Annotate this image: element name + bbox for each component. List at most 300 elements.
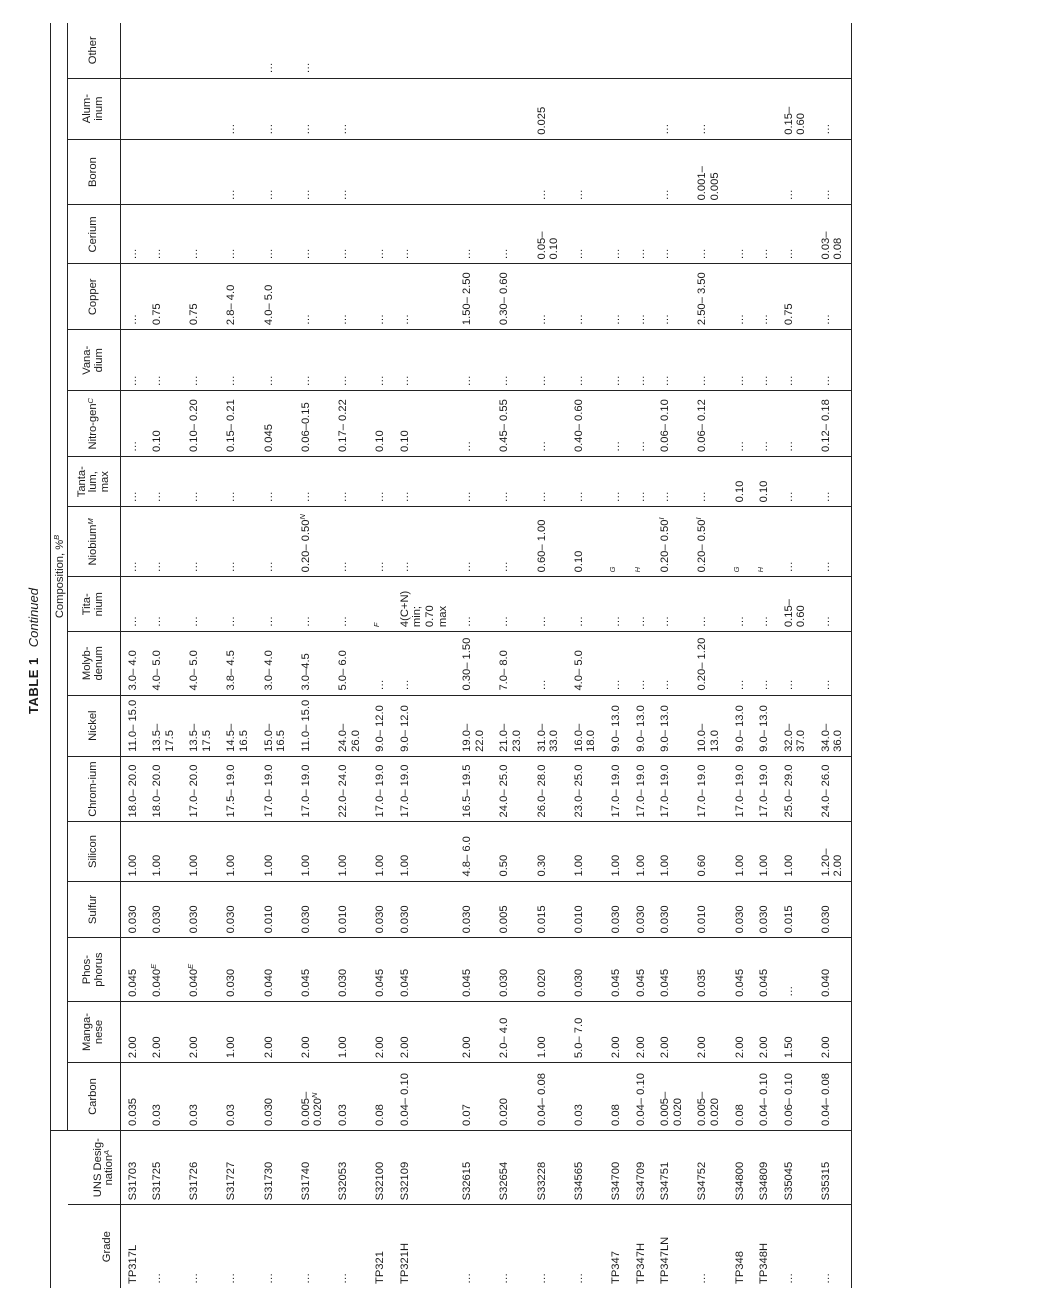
table-cell [690,23,727,78]
table-cell: 0.030 [145,881,182,938]
table-cell [604,78,629,139]
table-cell: 2.00 [690,1001,727,1062]
table-cell: 0.20– $0.50^I$ [653,507,690,577]
table-row [492,23,529,1288]
table-cell: 2.00 [604,1001,629,1062]
table-cell [777,23,814,78]
table-cell: … [498,1270,511,1284]
table-cell: 2.00 [728,1001,753,1062]
table-cell: 17.0– 19.0 [604,756,629,822]
table-cell: 17.0– 19.0 [690,756,727,822]
table-cell: 11.0– 15.0 [294,695,331,756]
table-cell: … [629,264,654,330]
table-cell: 0.005– 0.020 [653,1063,690,1131]
table-cell [728,78,753,139]
table-cell: … [728,330,753,391]
table-cell: 0.001– 0.005 [690,139,727,205]
table-cell: 0.030 [393,881,455,938]
table-cell: … [294,457,331,507]
table-cell: 4.0– 5.0 [145,632,182,695]
column-header: Alum-inum [68,78,121,139]
table-cell: … [182,330,219,391]
table-cell: 0.75 [182,264,219,330]
table-cell: … [257,457,294,507]
table-cell: 0.06– 0.10 [653,391,690,457]
table-cell: 0.10 [752,457,777,507]
composition-header: Composition, %$^B$ [51,23,68,1130]
table-cell: S31725 [145,1130,182,1204]
table-cell: 0.030 [368,881,393,938]
table-cell: G [728,507,753,577]
table-cell: … [225,1270,238,1284]
table-row [331,23,368,1288]
table-cell: … [368,507,393,577]
table-cell: 0.045 [368,938,393,1001]
table-cell: S33228 [530,1130,567,1204]
table-cell [604,139,629,205]
table-cell: 0.040 [257,938,294,1001]
table-cell: … [777,139,814,205]
column-header: Copper [68,264,121,330]
table-cell: … [777,457,814,507]
table-cell: 32.0– 37.0 [777,695,814,756]
table-cell: … [567,205,604,264]
table-cell: … [777,938,814,1001]
table-cell: … [455,205,492,264]
table-cell: … [728,264,753,330]
table-cell: 15.0– 16.5 [257,695,294,756]
table-cell: … [120,457,145,507]
column-header: Tanta-lum, max [68,457,121,507]
table-cell: … [294,577,331,632]
table-cell: 0.15– 0.60 [777,78,814,139]
table-cell: 0.03 [567,1063,604,1131]
table-cell: … [814,139,852,205]
table-cell: 2.00 [145,1001,182,1062]
table-cell: 0.030 [331,938,368,1001]
table-cell: 2.00 [455,1001,492,1062]
table-cell: … [455,391,492,457]
table-cell [752,23,777,78]
table-cell: 22.0– 24.0 [331,756,368,822]
table-cell: … [393,507,455,577]
table-cell: 23.0– 25.0 [567,756,604,822]
table-cell: … [219,577,256,632]
table-cell: 0.06– 0.10 [777,1063,814,1131]
table-cell: … [182,205,219,264]
table-cell: … [219,507,256,577]
table-cell: 0.045 [393,938,455,1001]
table-cell: … [151,1270,164,1284]
column-header: Carbon [68,1063,121,1131]
table-cell: … [331,205,368,264]
table-cell: 0.045 [629,938,654,1001]
table-cell: TP348H [758,1242,771,1284]
table-cell: 0.04– 0.08 [814,1063,852,1131]
table-cell: 1.00 [331,1001,368,1062]
table-cell: … [752,330,777,391]
table-cell: 0.15– 0.21 [219,391,256,457]
table-cell: … [629,330,654,391]
table-cell: … [752,577,777,632]
table-cell: 0.40– 0.60 [567,391,604,457]
column-header: Silicon [68,822,121,881]
table-cell: 17.0– 19.0 [653,756,690,822]
column-header: UNS Desig-nation$^A$ [68,1130,121,1204]
table-cell: 2.0– 4.0 [492,1001,529,1062]
table-cell: 0.030 [492,938,529,1001]
table-cell: … [690,330,727,391]
table-cell: 24.0– 26.0 [331,695,368,756]
table-cell [752,139,777,205]
table-cell: … [530,457,567,507]
table-cell: 0.03 [331,1063,368,1131]
table-cell: … [690,205,727,264]
table-cell [567,23,604,78]
table-cell: … [530,632,567,695]
table-cell: 3.8– 4.5 [219,632,256,695]
table-row [182,23,219,1288]
table-cell: … [814,457,852,507]
table-cell: 13.5– 17.5 [145,695,182,756]
table-cell: … [814,264,852,330]
table-cell: 34.0– 36.0 [814,695,852,756]
table-cell: 1.00 [294,822,331,881]
table-cell: … [629,577,654,632]
table-cell: … [393,457,455,507]
table-cell: … [182,577,219,632]
table-cell: 0.045 [455,938,492,1001]
table-cell: S34700 [604,1130,629,1204]
table-cell: 2.00 [368,1001,393,1062]
table-cell: 0.04– 0.08 [530,1063,567,1131]
table-cell: 0.010 [257,881,294,938]
table-cell: 1.00 [219,822,256,881]
table-cell: 0.010 [567,881,604,938]
table-header [51,23,121,1288]
table-cell: … [696,1270,709,1284]
table-cell: … [728,632,753,695]
table-cell [492,78,529,139]
table-cell: 0.030 [629,881,654,938]
table-cell: 0.020 [530,938,567,1001]
table-cell [120,78,145,139]
table-row [752,23,777,1288]
table-cell [182,23,219,78]
table-cell: … [777,330,814,391]
table-cell: S34751 [653,1130,690,1204]
table-cell: … [535,1270,548,1284]
table-cell: … [604,577,629,632]
table-cell: 0.75 [145,264,182,330]
table-cell: 9.0– 13.0 [752,695,777,756]
table-cell: 0.50 [492,822,529,881]
table-cell: 1.00 [752,822,777,881]
column-header: Manga-nese [68,1001,121,1062]
table-cell: 0.07 [455,1063,492,1131]
table-cell [752,78,777,139]
table-cell: 0.015 [777,881,814,938]
table-cell: … [182,507,219,577]
table-row [219,23,256,1288]
table-cell: … [455,507,492,577]
table-cell: 0.06–0.15 [294,391,331,457]
table-cell: 13.5– 17.5 [182,695,219,756]
table-cell: 0.045 [728,938,753,1001]
table-cell [182,139,219,205]
table-cell: … [331,507,368,577]
table-cell: … [814,507,852,577]
table-cell: … [294,330,331,391]
table-cell: … [120,507,145,577]
table-cell: … [653,139,690,205]
table-cell: 0.045 [653,938,690,1001]
table-row [653,23,690,1288]
table-cell: 17.5– 19.0 [219,756,256,822]
table-cell: 2.00 [393,1001,455,1062]
table-cell: … [567,139,604,205]
table-cell: G [604,507,629,577]
table-cell: 26.0– 28.0 [530,756,567,822]
table-cell: … [120,391,145,457]
table-cell: 2.8– 4.0 [219,264,256,330]
table-cell: 0.10 [145,391,182,457]
table-cell: 1.00 [728,822,753,881]
table-cell: … [368,205,393,264]
table-cell: 17.0– 19.0 [752,756,777,822]
table-cell: 0.04– 0.10 [629,1063,654,1131]
table-cell: 0.20– $0.50^I$ [690,507,727,577]
table-cell: 4.0– 5.0 [257,264,294,330]
table-cell: 0.05– 0.10 [530,205,567,264]
table-cell: 0.12– 0.18 [814,391,852,457]
table-cell: 2.00 [814,1001,852,1062]
table-cell: 0.30– 0.60 [492,264,529,330]
table-cell: … [653,205,690,264]
table-cell: 0.005– $0.020^N$ [294,1063,331,1131]
table-cell: … [728,391,753,457]
table-row [393,23,455,1288]
table-cell: S31703 [120,1130,145,1204]
table-cell: 1.00 [368,822,393,881]
table-cell: … [294,78,331,139]
table-cell: … [219,139,256,205]
column-header: Boron [68,139,121,205]
column-header: Chrom-ium [68,756,121,822]
table-cell [728,139,753,205]
table-cell: 18.0– 20.0 [145,756,182,822]
table-cell [368,23,393,78]
table-cell: … [530,139,567,205]
column-header: Grade [101,1231,113,1263]
table-cell: 5.0– 7.0 [567,1001,604,1062]
table-cell: 0.035 [120,1063,145,1131]
table-cell: 0.03 [219,1063,256,1131]
table-row [530,23,567,1288]
table-cell: 0.08 [728,1063,753,1131]
table-cell: 4.8– 6.0 [455,822,492,881]
table-cell: 3.0– 4.0 [120,632,145,695]
table-cell: … [257,205,294,264]
table-row [567,23,604,1288]
table-cell: … [604,205,629,264]
table-cell: TP321H [398,1242,411,1284]
table-cell: 1.00 [120,822,145,881]
table-cell: 0.030 [814,881,852,938]
table-cell: S32654 [492,1130,529,1204]
header-spacer [51,1130,68,1204]
table-cell: 3.0– 4.0 [257,632,294,695]
table-cell: 0.020 [492,1063,529,1131]
table-cell: 2.00 [120,1001,145,1062]
table-cell: 17.0– 19.0 [368,756,393,822]
table-cell: 21.0– 23.0 [492,695,529,756]
table-cell: … [690,78,727,139]
table-cell: … [492,577,529,632]
table-cell: 0.06– 0.12 [690,391,727,457]
table-cell: … [653,577,690,632]
table-cell: … [567,264,604,330]
table-cell: 1.50– 2.50 [455,264,492,330]
table-cell: … [294,23,331,78]
table-cell: … [120,577,145,632]
table-cell: 0.030 [182,881,219,938]
table-cell: … [814,632,852,695]
table-cell: … [331,577,368,632]
table-cell: 2.00 [257,1001,294,1062]
table-cell: S31727 [219,1130,256,1204]
table-cell: 0.10 [393,391,455,457]
table-cell: 19.0– 22.0 [455,695,492,756]
table-row [145,23,182,1288]
table-cell: 0.10– 0.20 [182,391,219,457]
table-cell: … [728,205,753,264]
table-cell: … [219,205,256,264]
table-cell: 1.00 [777,822,814,881]
table-cell: 14.5– 16.5 [219,695,256,756]
table-cell: 2.00 [752,1001,777,1062]
table-cell: … [461,1270,474,1284]
table-row [629,23,654,1288]
table-cell [145,78,182,139]
table-cell [814,23,852,78]
table-row [257,23,294,1288]
table-cell: 24.0– 25.0 [492,756,529,822]
table-cell: 0.04– 0.10 [393,1063,455,1131]
table-cell: 1.50 [777,1001,814,1062]
table-cell [567,78,604,139]
table-cell: 1.00 [257,822,294,881]
table-cell: 0.03– 0.08 [814,205,852,264]
table-cell: H [629,507,654,577]
table-cell [629,23,654,78]
table-cell: 16.5– 19.5 [455,756,492,822]
table-cell: … [530,330,567,391]
table-cell [145,23,182,78]
table-cell: … [331,457,368,507]
table-cell: 0.20– $0.50^N$ [294,507,331,577]
table-cell: 0.030 [219,881,256,938]
table-cell: … [368,457,393,507]
table-cell: 1.00 [653,822,690,881]
table-cell: 9.0– 12.0 [393,695,455,756]
table-cell: 0.15– 0.60 [777,577,814,632]
table-cell: … [368,330,393,391]
table-cell: S35315 [814,1130,852,1204]
table-cell: 0.045 [752,938,777,1001]
table-cell: 1.00 [530,1001,567,1062]
table-cell: 0.75 [777,264,814,330]
table-cell: … [530,577,567,632]
table-cell: 0.10 [368,391,393,457]
table-cell: 4(C+N) min; 0.70 max [393,577,455,632]
table-cell: 9.0– 13.0 [728,695,753,756]
table-cell: 0.005 [492,881,529,938]
table-cell: … [572,1270,585,1284]
table-cell: 0.045 [294,938,331,1001]
table-cell: … [120,264,145,330]
table-cell: … [337,1270,350,1284]
table-cell: … [331,264,368,330]
table-cell: 0.03 [182,1063,219,1131]
table-cell [629,139,654,205]
table-cell: … [145,330,182,391]
table-cell: 16.0– 18.0 [567,695,604,756]
table-cell: … [145,205,182,264]
table-caption [26,0,41,1302]
table-cell: S34752 [690,1130,727,1204]
table-cell [455,139,492,205]
table-cell: … [257,577,294,632]
table-cell [393,78,455,139]
table-cell: TP348 [733,1251,746,1284]
table-cell [629,78,654,139]
table-cell: S32053 [331,1130,368,1204]
table-cell: … [145,457,182,507]
table-cell: … [782,1270,795,1284]
table-cell: 25.0– 29.0 [777,756,814,822]
table-cell: 24.0– 26.0 [814,756,852,822]
table-cell: … [752,632,777,695]
table-cell: 5.0– 6.0 [331,632,368,695]
table-cell: 0.17– 0.22 [331,391,368,457]
table-row [294,23,331,1288]
table-cell: … [188,1270,201,1284]
table-cell [120,23,145,78]
table-cell: 0.10 [728,457,753,507]
table-cell: … [530,264,567,330]
table-cell [331,23,368,78]
table-cell: 1.00 [331,822,368,881]
table-cell: 1.00 [182,822,219,881]
table-cell: 1.00 [629,822,654,881]
table-cell: S31730 [257,1130,294,1204]
table-cell [182,78,219,139]
table-cell: $0.040^E$ [145,938,182,1001]
table-cell [219,23,256,78]
column-header: Tita-nium [68,577,121,632]
table-cell: S31726 [182,1130,219,1204]
table-cell: … [257,507,294,577]
table-cell: $0.040^E$ [182,938,219,1001]
table-cell: 0.040 [814,938,852,1001]
table-cell: H [752,507,777,577]
table-cell: 0.04– 0.10 [752,1063,777,1131]
table-cell: 0.08 [604,1063,629,1131]
table-cell: 17.0– 19.0 [294,756,331,822]
table-cell [368,139,393,205]
column-header: Phos-phorus [68,938,121,1001]
